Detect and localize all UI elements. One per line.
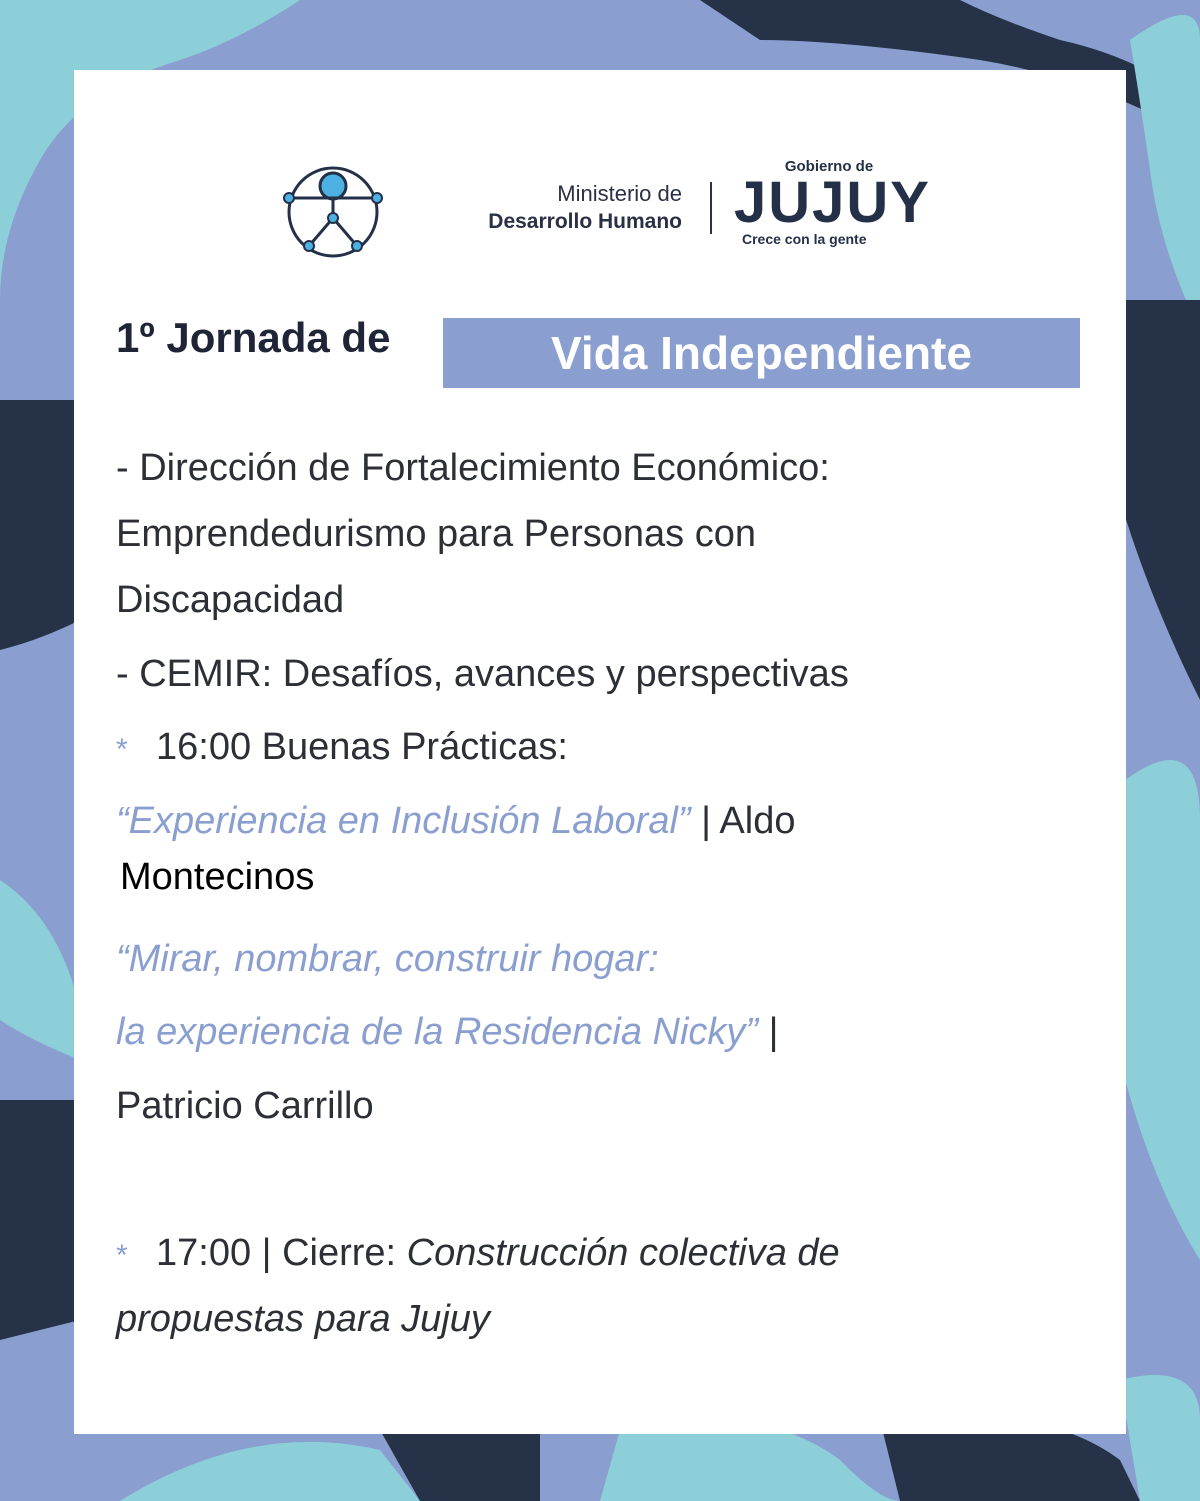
page-title-highlight: Vida Independiente bbox=[443, 318, 1080, 388]
talk2-line2 bbox=[116, 999, 779, 1065]
gov-brand-text: JUJUY bbox=[734, 170, 931, 235]
asterisk-icon: * bbox=[116, 733, 128, 766]
agenda-item3-text: 16:00 Buenas Prácticas: bbox=[156, 726, 568, 768]
gov-tagline: Crece con la gente bbox=[742, 231, 867, 247]
talk2-title-line2: la experiencia de la Residencia Nicky” bbox=[116, 1011, 759, 1053]
ministry-line2: Desarrollo Humano bbox=[488, 210, 682, 233]
agenda-item1-line3: Discapacidad bbox=[116, 579, 345, 621]
agenda-item2: - CEMIR: Desafíos, avances y perspectivas bbox=[116, 653, 849, 695]
government-logo bbox=[734, 158, 934, 247]
page-title-prefix: 1º Jornada de bbox=[116, 314, 391, 361]
agenda-item1-line1: - Dirección de Fortalecimiento Económico: bbox=[116, 447, 830, 489]
ministry-line1: Ministerio de bbox=[557, 181, 682, 206]
agenda-item4-title-a: Construcción colectiva de bbox=[406, 1232, 840, 1274]
agenda-item4 bbox=[116, 1220, 840, 1289]
logo-divider bbox=[710, 182, 712, 234]
agenda-item4-title-b: propuestas para Jujuy bbox=[116, 1298, 490, 1340]
agenda-item3 bbox=[116, 714, 568, 783]
agenda-item4-time: 17:00 | Cierre: bbox=[156, 1232, 407, 1274]
talk1-speaker-b: Montecinos bbox=[120, 856, 315, 898]
ministry-logo-text bbox=[414, 180, 682, 236]
asterisk-icon-2: * bbox=[116, 1239, 128, 1272]
gov-top-text: Gobierno de bbox=[784, 158, 874, 175]
talk2-separator: | bbox=[758, 1011, 779, 1053]
talk1-speaker-a: | Aldo bbox=[690, 800, 796, 842]
talk1-title: “Experiencia en Inclusión Laboral” bbox=[116, 800, 691, 842]
content-card bbox=[74, 70, 1126, 1434]
agenda-item1-line2: Emprendedurismo para Personas con bbox=[116, 513, 757, 555]
talk2-speaker: Patricio Carrillo bbox=[116, 1085, 374, 1127]
accessibility-person-icon bbox=[277, 156, 389, 260]
talk2-title-line1: “Mirar, nombrar, construir hogar: bbox=[116, 938, 659, 980]
